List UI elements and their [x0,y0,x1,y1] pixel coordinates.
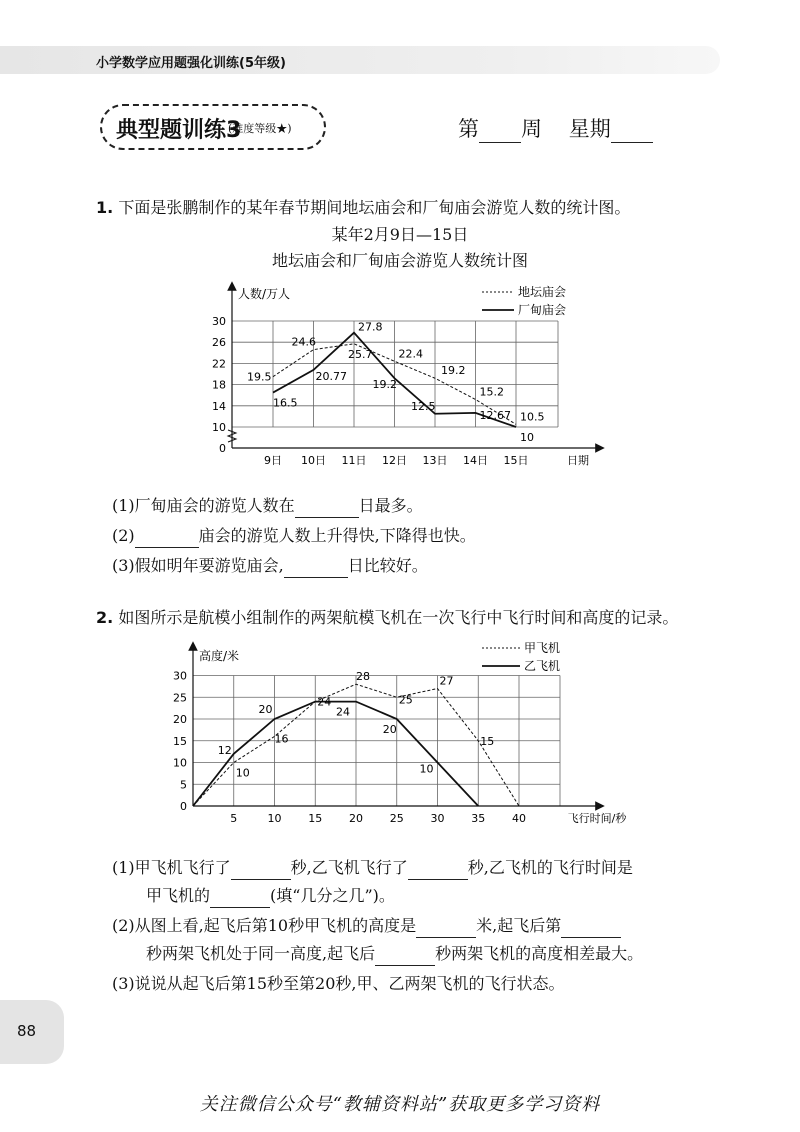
data-label: 20 [258,703,273,716]
data-label: 10.5 [520,410,545,424]
chart1-subtitle: 地坛庙会和厂甸庙会游览人数统计图 [271,251,528,270]
q2-sub1-c: 秒,乙飞机的飞行时间是 [467,858,633,877]
question-2-number: 2. [96,608,114,627]
x-tick-label: 14日 [463,454,488,467]
y-tick-label: 5 [180,778,187,792]
q2-sub2-c: 秒两架飞机处于同一高度,起飞后 [146,944,376,963]
week-unit: 周 [521,117,542,141]
q2-sub1-blank1[interactable] [231,859,291,880]
x-tick-label: 15 [308,812,323,825]
y-tick-label: 10 [212,421,226,434]
data-label: 20.77 [315,369,347,383]
q2-sub1-a: (1)甲飞机飞行了 [112,858,231,877]
y-tick-label: 30 [173,669,187,683]
data-label: 27 [439,674,454,688]
x-axis-label: 飞行时间/秒 [567,812,627,825]
y-tick-label: 0 [180,800,187,813]
data-label: 28 [356,670,370,684]
data-label: 24 [317,695,332,709]
y-tick-label: 22 [212,357,226,371]
question-1-prompt [96,196,736,220]
y-tick-label: 25 [173,691,187,705]
data-label: 25.7 [348,347,373,361]
question-1-sub3 [112,554,428,578]
y-tick-label: 10 [173,756,187,770]
data-label: 15.2 [479,385,504,399]
q2-sub2-blank2[interactable] [561,917,621,938]
q2-sub1-d: 甲飞机的 [146,886,211,905]
q2-sub2-b: 米,起飞后第 [476,916,562,935]
x-tick-label: 5 [230,812,238,825]
question-1-text: 下面是张鹏制作的某年春节期间地坛庙会和厂甸庙会游览人数的统计图。 [118,198,631,217]
y-tick-label: 20 [173,713,187,726]
x-tick-label: 10 [267,812,282,825]
chart-flight-height [0,638,800,838]
q2-sub2-a: (2)从图上看,起飞后第10秒甲飞机的高度是 [112,916,417,935]
question-1-sub2 [112,524,476,548]
q1-sub1-blank[interactable] [295,497,359,518]
y-tick-label: 0 [219,442,226,455]
x-tick-label: 9日 [264,454,282,467]
q2-sub1-blank2[interactable] [408,859,468,880]
data-label: 19.5 [247,370,272,384]
y-tick-label: 15 [173,734,187,748]
data-label: 10 [520,431,534,444]
y-tick-label: 14 [212,399,226,413]
x-tick-label: 20 [349,812,363,825]
data-label: 19.2 [441,364,466,378]
y-axis-label: 人数/万人 [238,287,291,301]
data-label: 25 [398,693,413,707]
data-label: 22.4 [398,347,423,361]
data-label: 27.8 [358,320,383,334]
section-title-box [100,104,326,150]
x-tick-label: 35 [471,812,486,825]
q1-sub1-end: 日最多。 [358,496,423,515]
legend-label: 甲飞机 [524,641,561,655]
question-1-sub1 [112,494,423,518]
x-tick-label: 40 [512,812,526,825]
y-axis-label: 高度/米 [199,649,240,663]
data-label: 16.5 [273,396,298,410]
y-tick-label: 30 [212,315,226,328]
q2-sub3-text: (3)说说从起飞后第15秒至第20秒,甲、乙两架飞机的飞行状态。 [112,974,565,993]
q2-sub1-blank3[interactable] [210,887,270,908]
x-tick-label: 30 [430,812,445,825]
q1-sub3-blank[interactable] [284,557,348,578]
data-label: 12.67 [479,408,511,422]
data-label: 16 [274,732,289,746]
question-2-sub1-line1 [112,856,633,880]
data-label: 20 [382,723,397,736]
footer-note: 关注微信公众号“教辅资料站”获取更多学习资料 [199,1094,601,1115]
question-2-prompt [96,606,756,630]
data-label: 12.5 [411,399,436,413]
q2-sub2-blank1[interactable] [416,917,476,938]
difficulty-level: (难度等级★) [228,122,292,135]
question-1-number: 1. [96,198,114,217]
week-label: 第 [458,117,479,141]
q1-sub3-text: (3)假如明年要游览庙会, [112,556,284,575]
legend-label: 地坛庙会 [518,285,567,299]
q1-sub2-blank[interactable] [135,527,199,548]
q2-sub1-b: 秒,乙飞机飞行了 [290,858,408,877]
question-2-sub2-line1 [112,914,621,938]
chart1-title: 某年2月9日—15日 [331,225,469,244]
data-label: 10 [419,762,434,776]
q2-sub1-e: (填“几分之几”)。 [270,886,395,905]
q1-sub3-end: 日比较好。 [347,556,428,575]
q1-sub1-text: (1)厂甸庙会的游览人数在 [112,496,295,515]
book-title: 小学数学应用题强化训练(5年级) [96,56,286,71]
page-number: 88 [17,1022,37,1040]
x-tick-label: 10日 [301,454,326,467]
x-tick-label: 12日 [382,454,407,467]
x-tick-label: 25 [389,812,404,825]
data-label: 10 [235,766,250,780]
section-title: 典型题训练3 [116,118,242,143]
weekday-blank[interactable] [611,122,653,143]
page-number-tab [0,1000,64,1064]
legend-label: 厂甸庙会 [518,303,567,317]
data-label: 24.6 [291,335,316,349]
question-2-sub1-line2 [146,884,395,908]
x-tick-label: 15日 [503,454,529,467]
q1-sub2-end: 庙会的游览人数上升得快,下降得也快。 [198,526,476,545]
data-label: 19.2 [372,378,397,392]
y-tick-label: 26 [212,336,226,350]
q1-sub2-text: (2) [112,526,135,545]
x-axis-label: 日期 [567,454,589,467]
legend-label: 乙飞机 [524,659,561,673]
x-tick-label: 13日 [422,454,448,467]
week-date-line [458,113,653,143]
q2-sub2-blank3[interactable] [375,945,435,966]
data-label: 15 [480,734,495,748]
data-label: 24 [336,705,350,719]
x-tick-label: 11日 [341,454,367,467]
question-2-sub2-line2 [146,942,643,966]
y-tick-label: 18 [212,378,226,392]
q2-sub2-d: 秒两架飞机的高度相差最大。 [435,944,644,963]
question-2-text: 如图所示是航模小组制作的两架航模飞机在一次飞行中飞行时间和高度的记录。 [118,608,679,627]
question-2-sub3 [112,972,564,996]
chart-visitors [0,278,800,478]
data-label: 12 [217,743,232,757]
weekday-label: 星期 [568,117,611,141]
week-blank[interactable] [479,122,521,143]
header-band [0,46,720,74]
